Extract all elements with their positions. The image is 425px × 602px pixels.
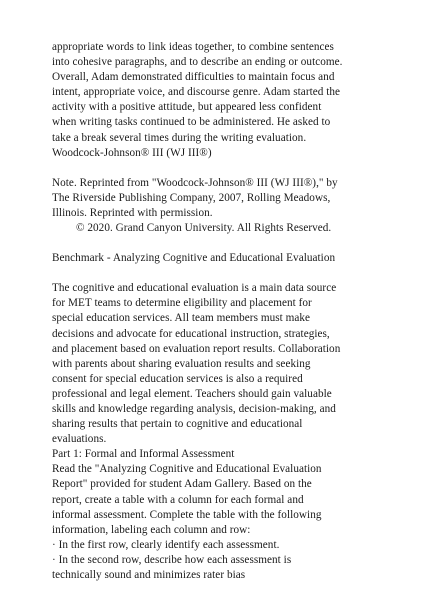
bullet-item: · In the second row, describe how each assessment is xyxy=(52,553,292,566)
text-line: with parents about sharing evaluation results and seeking xyxy=(52,357,311,370)
part-heading xyxy=(52,447,382,462)
text-line: Woodcock-Johnson® III (WJ III®) xyxy=(52,146,212,159)
text-line: report, create a table with a column for each formal and xyxy=(52,493,304,506)
text-line: appropriate words to link ideas together, to combine sentences xyxy=(52,41,334,53)
text-line: Illinois. Reprinted with permission. xyxy=(52,206,213,219)
text-line: skills and knowledge regarding analysis, decision-making, and xyxy=(52,402,336,415)
text-line: evaluations. xyxy=(52,433,107,446)
paragraph-writing-evaluation xyxy=(52,40,382,161)
text-line: into cohesive paragraphs, and to describe an ending or outcome. xyxy=(52,56,343,69)
text-line: for MET teams to determine eligibility and placement for xyxy=(52,297,312,310)
text-line: Read the "Analyzing Cognitive and Educational Evaluation xyxy=(52,463,322,476)
benchmark-title xyxy=(52,251,382,266)
paragraph-evaluation-overview xyxy=(52,281,382,447)
paragraph-spacer xyxy=(52,236,382,251)
paragraph-spacer xyxy=(52,161,382,176)
text-line: and placement based on evaluation report results. Collaboration xyxy=(52,342,341,355)
text-line: intent, appropriate voice, and discourse genre. Adam started the xyxy=(52,86,341,99)
text-line: information, labeling each column and row: xyxy=(52,523,251,536)
text-line: activity with a positive attitude, but appeared less confident xyxy=(52,101,322,114)
heading-text: Benchmark - Analyzing Cognitive and Educational Evaluation xyxy=(52,252,336,265)
text-line: Report" provided for student Adam Gallery. Based on the xyxy=(52,478,312,491)
paragraph-instructions xyxy=(52,462,382,583)
paragraph-spacer xyxy=(52,266,382,281)
text-line: The cognitive and educational evaluation is a main data source xyxy=(52,282,337,295)
reprint-note xyxy=(52,176,382,236)
text-line: consent for special education services is also a required xyxy=(52,372,303,385)
text-line: sharing results that pertain to cognitive and educational xyxy=(52,418,303,431)
document-page xyxy=(52,40,382,583)
text-line: decisions and advocate for educational instruction, strategies, xyxy=(52,327,330,340)
text-line: take a break several times during the writing evaluation. xyxy=(52,131,307,144)
text-line: Note. Reprinted from "Woodcock-Johnson® III (WJ III®)," by xyxy=(52,176,338,189)
text-line: informal assessment. Complete the table with the following xyxy=(52,508,322,521)
text-line: Overall, Adam demonstrated difficulties to maintain focus and xyxy=(52,71,335,84)
copyright-line: © 2020. Grand Canyon University. All Rights Reserved. xyxy=(76,222,332,235)
heading-text: Part 1: Formal and Informal Assessment xyxy=(52,448,235,461)
text-line: technically sound and minimizes rater bias xyxy=(52,569,246,581)
text-line: when writing tasks continued to be administered. He asked to xyxy=(52,116,331,129)
text-line: special education services. All team members must make xyxy=(52,312,311,325)
text-line: professional and legal element. Teachers should gain valuable xyxy=(52,387,332,400)
bullet-item: · In the first row, clearly identify each assessment. xyxy=(52,538,280,551)
text-line: The Riverside Publishing Company, 2007, Rolling Meadows, xyxy=(52,191,331,204)
